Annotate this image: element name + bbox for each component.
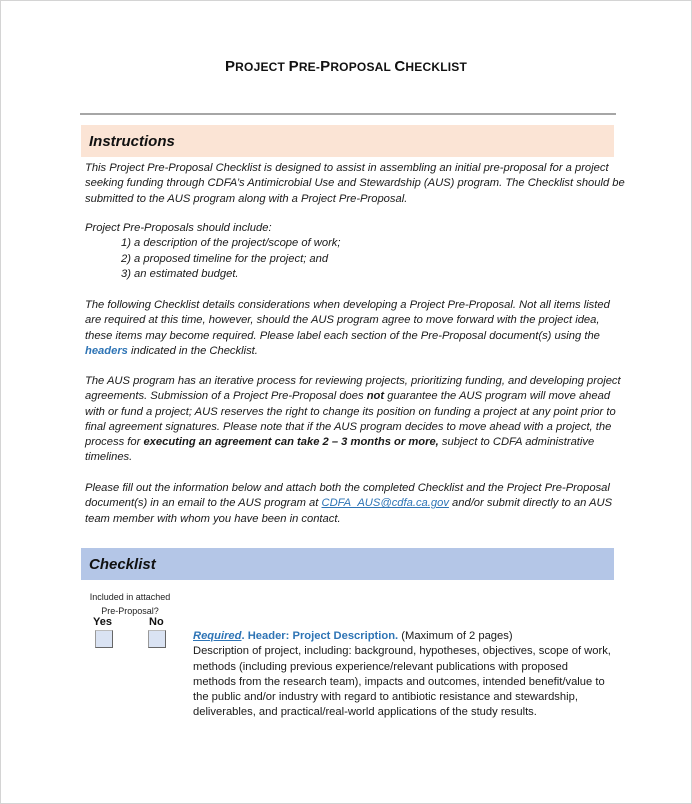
yes-column-label: Yes [93, 616, 112, 628]
checklist-item-description: Description of project, including: background, hypotheses, objectives, scope of work, methods (including previous experience/relevant publications with proposed methods from the research team), impacts and outcomes, intended benefit/value to the public and/or industry with regard to antibiotic resistance and stewardship, deliverables, and practical/real-world applications of the study results. [193, 645, 611, 719]
include-intro: Project Pre-Proposals should include: [85, 222, 272, 234]
checklist-header-label: Checklist [89, 555, 156, 573]
paragraph-text: and/or submit directly to an AUS team member with whom you have been in contact. [85, 497, 613, 525]
instructions-paragraph-4 [85, 374, 625, 466]
item-note: (Maximum of 2 pages) [398, 630, 513, 642]
email-link[interactable]: CDFA_AUS@cdfa.ca.gov [321, 497, 449, 510]
instructions-paragraph-5 [85, 481, 625, 527]
instructions-header [81, 125, 614, 157]
list-item: 3) an estimated budget. [121, 267, 239, 280]
paragraph-text: subject to CDFA administrative timelines. [85, 436, 595, 464]
title-part: PRE- [288, 58, 321, 75]
instructions-paragraph-1: This Project Pre-Proposal Checklist is designed to assist in assembling an initial pre-proposal for a project seeking funding through CDFA’s Antimicrobial Use and Stewardship (AUS) program. The Checklist should be submitted to the AUS program along with a Project Pre-Proposal. [85, 162, 625, 205]
no-checkbox[interactable] [148, 630, 166, 648]
instructions-header-label: Instructions [89, 132, 175, 150]
headers-highlight: headers [85, 344, 128, 357]
instructions-paragraph-2 [85, 221, 625, 282]
emphasis-timeline: executing an agreement can take 2 – 3 months or more, [143, 436, 439, 449]
paragraph-text: guarantee the AUS program will move ahead with or fund a project; AUS reserves the right to change its position on funding a project at any point prior to final agreement signatures. Please note that if the AUS program decides to move ahead with a project, the process for [85, 390, 616, 449]
checklist-header [81, 548, 614, 580]
included-label-line: Pre-Proposal? [101, 606, 159, 616]
title-part: PROJECT [224, 58, 289, 75]
included-column-label [84, 590, 176, 618]
checklist-item [193, 629, 613, 721]
item-header: . Header: Project Description. [241, 630, 399, 642]
document-title [0, 58, 692, 75]
paragraph-text: The AUS program has an iterative process for reviewing projects, prioritizing funding, and developing project agreements. Submission of a Project Pre-Proposal does [85, 375, 621, 403]
instructions-paragraph-3 [85, 298, 625, 359]
yes-checkbox[interactable] [95, 630, 113, 648]
paragraph-text: indicated in the Checklist. [127, 344, 258, 357]
title-part: PROPOSAL [320, 58, 395, 75]
list-item: 1) a description of the project/scope of work; [121, 237, 341, 250]
no-column-label: No [149, 616, 164, 628]
list-item: 2) a proposed timeline for the project; and [121, 252, 329, 265]
title-divider [80, 113, 616, 115]
included-label-line: Included in attached [89, 592, 171, 602]
emphasis-not: not [366, 390, 385, 403]
title-part: CHECKLIST [394, 58, 468, 75]
checklist-item-title [193, 629, 613, 644]
paragraph-text: The following Checklist details considerations when developing a Project Pre-Proposal. Not all items listed are required at this time, however, should the AUS program agree to move forward with the project idea, these items may become required. Please label each section of the Pre-Proposal document(s) using the [85, 299, 610, 342]
required-link[interactable]: Required [193, 630, 242, 642]
paragraph-text: Please fill out the information below and attach both the completed Checklist and the Project Pre-Proposal document(s) in an email to the AUS program at [85, 482, 610, 510]
